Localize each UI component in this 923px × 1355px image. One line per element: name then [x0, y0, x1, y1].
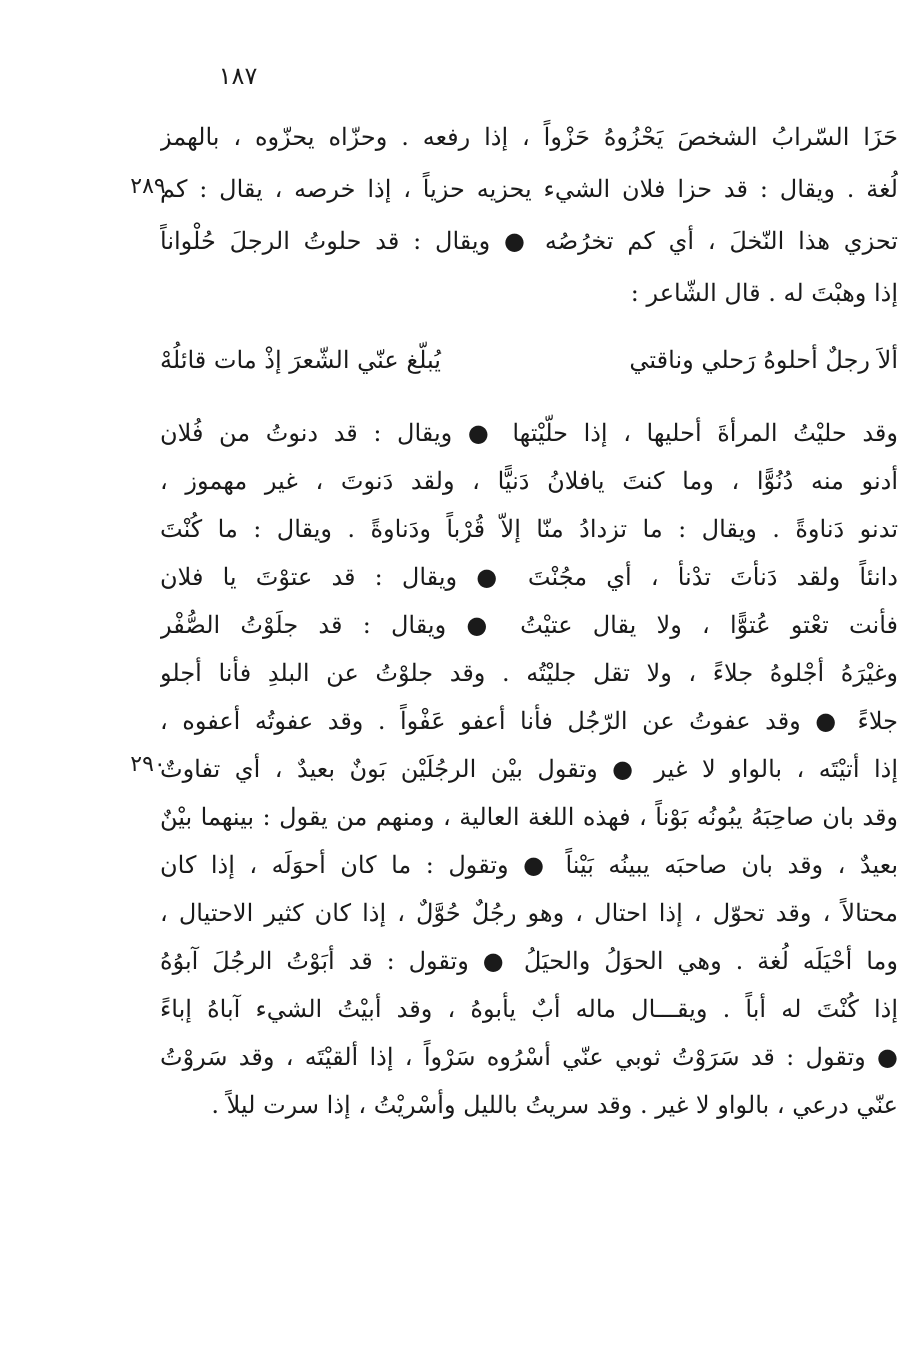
- text-line: تحزي هذا النّخلَ ، أي كم تخرُصُه ● ويقال : قد حلوتُ الرجلَ حُلْواناً: [160, 227, 898, 255]
- text-line: وقد حليْتُ المرأةَ أحليها ، إذا حلّيْتها ● ويقال : قد دنوتُ من فُلان: [160, 419, 898, 447]
- text-line: محتالاً ، وقد تحوّل ، إذا احتال ، وهو رجُلٌ حُوَّلٌ ، إذا كان كثير الاحتيال ،: [160, 899, 898, 927]
- verse-second-hemistich: يُبلّغ عنّي الشّعرَ إذْ مات قائلُهْ: [160, 346, 441, 374]
- text-line: وما أحْيَلَه لُغة . وهي الحوَلُ والحيَلُ ● وتقول : قد أبَوْتُ الرجُلَ آبوُهُ: [160, 947, 898, 975]
- verse-first-hemistich: ألاَ رجلٌ أحلوهُ رَحلي وناقتي: [629, 346, 898, 374]
- text-line: تدنو دَناوةً . ويقال : ما تزدادُ منّا إلاّ قُرْباً ودَناوةً . ويقال : ما كُنْتَ: [160, 515, 898, 543]
- text-line: وقد بان صاحِبَهُ يبُونُه بَوْناً ، فهذه اللغة العالية ، ومنهم من يقول : بينهما بيْنٌ: [160, 803, 898, 831]
- text-line: بعيدٌ ، وقد بان صاحبَه يبينُه بَيْناً ● وتقول : ما كان أحوَلَه ، إذا كان: [160, 851, 898, 879]
- text-line: إذا وهبْتَ له . قال الشّاعر :: [630, 279, 898, 307]
- text-line: دانئاً ولقد دَنأتَ تدْنأ ، أي مجُنْتَ ● ويقال : قد عتوْتَ يا فلان: [160, 563, 898, 591]
- text-line: أدنو منه دُنُوًّا ، وما كنتَ يافلانُ دَنيًّا ، ولقد دَنوتَ ، غير مهموز ،: [160, 467, 898, 495]
- margin-number-289: ٢٨٩: [130, 174, 166, 199]
- text-line: وغيْرَهُ أجْلوهُ جلاءً ، ولا تقل جليْتُه . وقد جلوْتُ عن البلدِ فأنا أجلو: [160, 659, 898, 687]
- text-line: حَزَا السّرابُ الشخصَ يَحْزُوهُ حَزْواً ، إذا رفعه . وحزّاه يحزّوه ، بالهمز: [160, 123, 898, 151]
- text-line: لُغة . ويقال : قد حزا فلان الشيء يحزيه حزياً ، إذا خرصه ، يقال : كم: [160, 175, 898, 203]
- text-line: إذا أتيْتَه ، بالواو لا غير ● وتقول بيْن الرجُلَيْن بَونٌ بعيدٌ ، أي تفاوتٌ: [160, 755, 898, 783]
- text-line: ● وتقول : قد سَرَوْتُ ثوبي عنّي أسْرُوه سَرْواً ، إذا ألقيْتَه ، وقد سَروْتُ: [160, 1043, 898, 1071]
- poem-verse: [160, 335, 898, 385]
- text-line: فأنت تعْتو عُتوًّا ، ولا يقال عتيْتُ ● ويقال : قد جلَوْتُ الصُّفْر: [160, 611, 898, 639]
- page-number: ١٨٧: [218, 62, 258, 90]
- text-line: جلاءً ● وقد عفوتُ عن الرّجُل فأنا أعفو عَفْواً . وقد عفوتُه أعفوه ،: [160, 707, 898, 735]
- text-line: إذا كُنْتَ له أباً . ويقـــال ماله أبٌ يأبوهُ ، وقد أبيْتُ الشيء آباهُ إباءً: [160, 995, 898, 1023]
- text-line: عنّي درعي ، بالواو لا غير . وقد سريتُ بالليل وأسْريْتُ ، إذا سرت ليلاً .: [211, 1091, 898, 1119]
- margin-number-290: ٢٩٠: [130, 752, 166, 777]
